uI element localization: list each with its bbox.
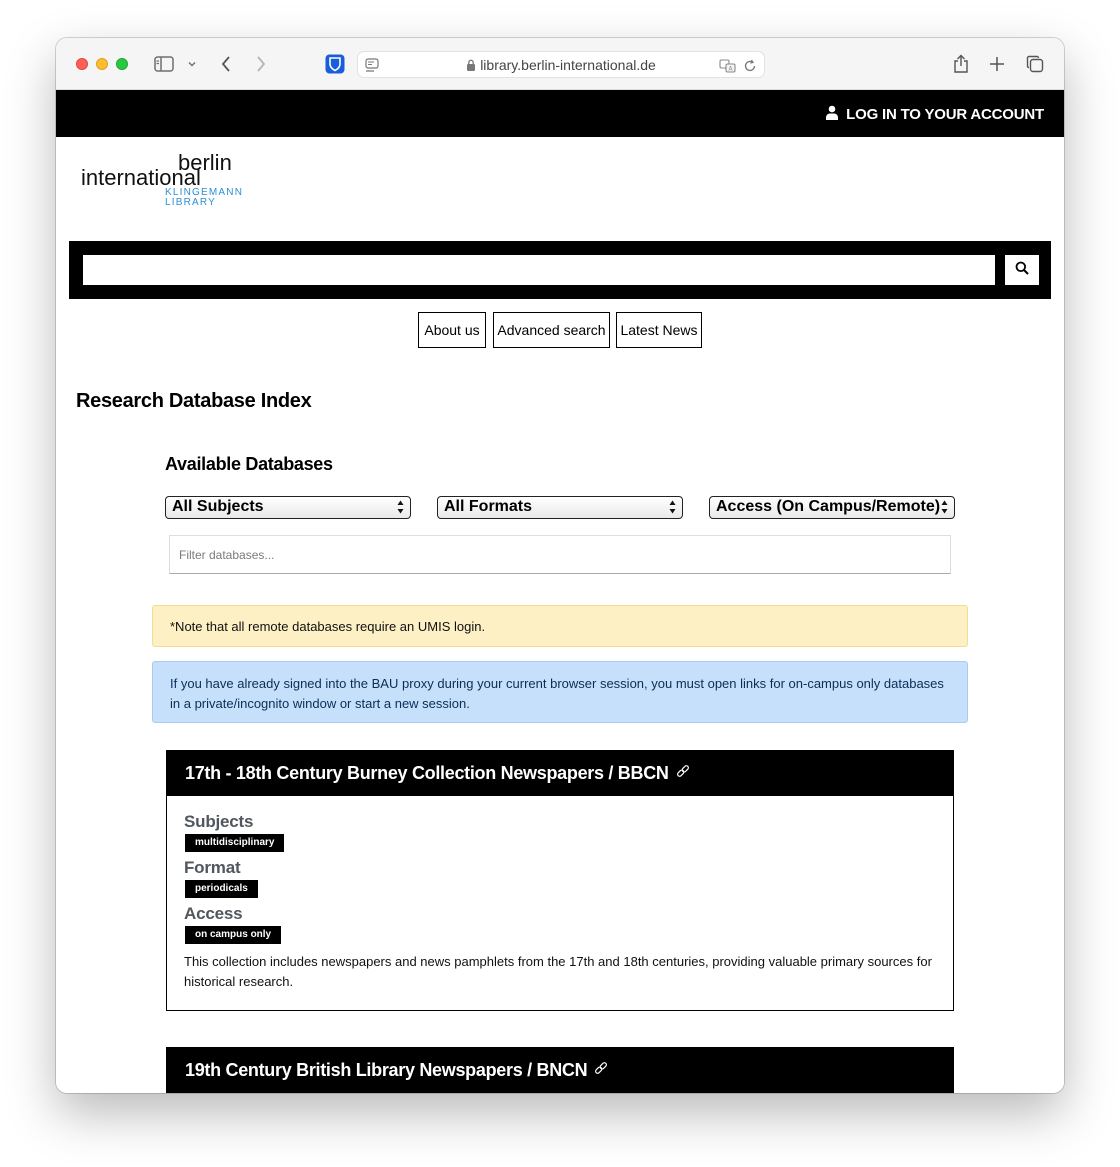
- formats-select[interactable]: [437, 496, 683, 519]
- access-select-value: Access (On Campus/Remote): [716, 498, 941, 515]
- close-window-button[interactable]: [76, 58, 88, 70]
- login-link[interactable]: [825, 105, 1044, 124]
- page-title: Research Database Index: [76, 390, 312, 412]
- url-text: [358, 57, 764, 74]
- database-description: This collection includes newspapers and news pamphlets from the 17th and 18th centuries, providing valuable primary sources for historical research.: [184, 954, 932, 989]
- user-icon: [825, 105, 839, 124]
- nav-advanced-search-label: Advanced search: [497, 322, 606, 338]
- subjects-select-value: All Subjects: [172, 498, 264, 515]
- logo-text-berlin: berlin: [178, 150, 232, 175]
- translate-icon[interactable]: [718, 55, 738, 77]
- forward-icon[interactable]: [251, 53, 271, 75]
- database-title[interactable]: 19th Century British Library Newspapers / BNCN: [185, 1060, 588, 1080]
- database-card-body: [167, 796, 953, 1010]
- chevron-down-icon[interactable]: [185, 53, 199, 75]
- database-card: [166, 1047, 954, 1093]
- logo-text-library: LIBRARY: [165, 197, 217, 208]
- share-icon[interactable]: [950, 53, 972, 75]
- back-icon[interactable]: [216, 53, 236, 75]
- browser-toolbar: [56, 38, 1064, 90]
- browser-window: [56, 38, 1064, 1093]
- nav-latest-news[interactable]: [616, 312, 702, 348]
- subject-tag: multidisciplinary: [185, 834, 284, 852]
- search-button[interactable]: [1005, 255, 1039, 285]
- logo-text-klingemann: KLINGEMANN: [165, 187, 244, 198]
- nav-about-us[interactable]: [418, 312, 486, 348]
- warning-notice-text: *Note that all remote databases require an UMIS login.: [170, 619, 486, 634]
- minimize-window-button[interactable]: [96, 58, 108, 70]
- search-input[interactable]: [83, 255, 995, 285]
- filter-databases-input[interactable]: [169, 535, 951, 574]
- url-label: library.berlin-international.de: [480, 57, 656, 73]
- database-card-header[interactable]: [167, 1048, 953, 1093]
- address-bar[interactable]: [357, 51, 765, 78]
- search-bar: [69, 241, 1051, 299]
- access-select[interactable]: [709, 496, 955, 519]
- subjects-select[interactable]: [165, 496, 411, 519]
- link-icon[interactable]: [676, 763, 690, 784]
- svg-text:A: A: [728, 65, 733, 73]
- nav-advanced-search[interactable]: [493, 312, 610, 348]
- format-label: Format: [184, 858, 241, 877]
- select-arrows-icon: [941, 500, 948, 520]
- zoom-window-button[interactable]: [116, 58, 128, 70]
- page-content: [56, 90, 1064, 1093]
- database-card: [166, 750, 954, 1011]
- new-tab-icon[interactable]: [986, 53, 1008, 75]
- warning-notice: [152, 605, 968, 647]
- top-bar: [56, 90, 1064, 137]
- filter-placeholder: Filter databases...: [179, 548, 275, 562]
- link-icon[interactable]: [594, 1060, 608, 1081]
- logo-text-international: international: [81, 165, 201, 190]
- nav-latest-news-label: Latest News: [620, 322, 698, 338]
- password-manager-icon[interactable]: [324, 53, 346, 75]
- info-notice-text: If you have already signed into the BAU proxy during your current browser session, you must open links for on-campus only databases in a private/incognito window or start a new session.: [170, 676, 944, 711]
- access-tag: on campus only: [185, 926, 281, 944]
- site-logo[interactable]: [81, 150, 261, 214]
- search-icon: [1015, 261, 1029, 280]
- nav-about-us-label: About us: [424, 322, 480, 338]
- info-notice: [152, 661, 968, 723]
- login-label: LOG IN TO YOUR ACCOUNT: [846, 106, 1044, 123]
- select-arrows-icon: [669, 500, 676, 520]
- select-arrows-icon: [397, 500, 404, 520]
- lock-icon: [466, 58, 476, 74]
- database-card-header[interactable]: [167, 751, 953, 796]
- formats-select-value: All Formats: [444, 498, 533, 515]
- reload-icon[interactable]: [742, 55, 758, 77]
- section-title: Available Databases: [165, 454, 333, 474]
- subjects-label: Subjects: [184, 812, 254, 831]
- tab-overview-icon[interactable]: [1024, 53, 1046, 75]
- database-title[interactable]: 17th - 18th Century Burney Collection Newspapers / BBCN: [185, 763, 669, 783]
- logo-subtitle: [165, 188, 243, 208]
- format-tag: periodicals: [185, 880, 258, 898]
- access-label: Access: [184, 904, 243, 923]
- sidebar-toggle-icon[interactable]: [152, 53, 176, 75]
